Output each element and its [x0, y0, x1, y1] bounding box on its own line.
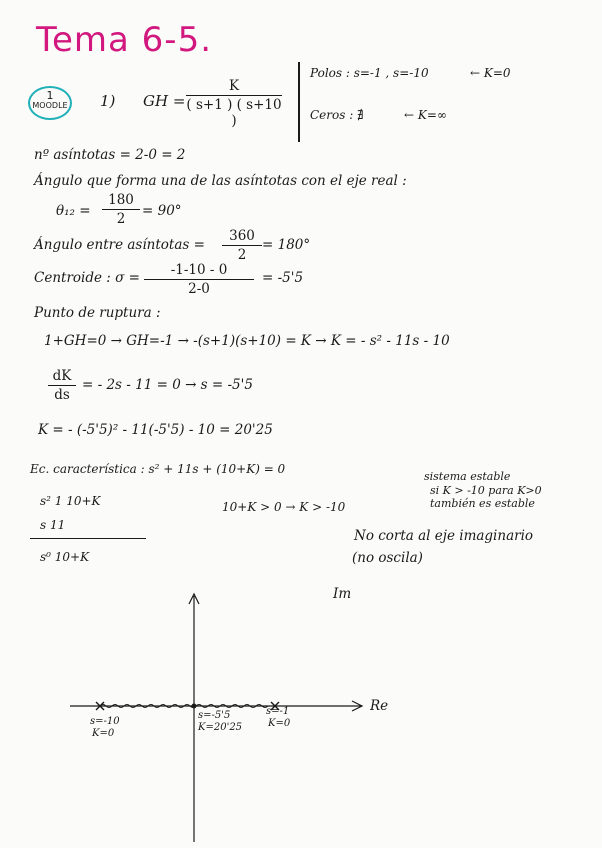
stability-equation: 10+K > 0 → K > -10: [222, 500, 346, 514]
derivative-numerator: dK: [48, 368, 76, 386]
centroid-rhs: = -5'5: [262, 270, 304, 286]
poles-arrow: ← K=0: [470, 66, 511, 80]
centroid-numerator: -1-10 - 0: [144, 262, 254, 280]
between-numerator: 360: [222, 228, 262, 246]
breakaway-label: Punto de ruptura :: [34, 305, 161, 321]
angle-sentence: Ángulo que forma una de las asíntotas con el eje real :: [34, 173, 407, 189]
derivative-rhs: = - 2s - 11 = 0 → s = -5'5: [82, 377, 253, 393]
centroid-lhs: Centroide : σ =: [34, 270, 140, 286]
breakaway-point: [192, 704, 197, 709]
derivative-denominator: ds: [54, 387, 70, 403]
break-label-s: s=-5'5: [198, 710, 231, 721]
between-lhs: Ángulo entre asíntotas =: [34, 237, 205, 253]
routh-row-1: s² 1 10+K: [40, 494, 101, 508]
zeros-arrow: ← K=∞: [404, 108, 447, 122]
characteristic-equation: Ec. característica : s² + 11s + (10+K) = 0: [30, 462, 286, 476]
theta-numerator: 180: [102, 192, 140, 210]
stability-note-1: sistema estable: [424, 470, 511, 483]
gh-numerator: K: [186, 78, 282, 96]
re-label: Re: [370, 698, 389, 714]
zeros-text: Ceros : ∄: [310, 108, 364, 122]
between-denominator: 2: [237, 247, 247, 263]
k-value: K = - (-5'5)² - 11(-5'5) - 10 = 20'25: [38, 422, 273, 438]
pole2-label-k: K=0: [268, 718, 291, 729]
pole1-label-s: s=-10: [90, 716, 120, 727]
imaginary-note-1: No corta al eje imaginario: [354, 528, 534, 544]
pole2-label-s: s=-1: [266, 706, 290, 717]
poles-text: Polos : s=-1 , s=-10: [310, 66, 429, 80]
gh-lhs: GH =: [143, 92, 186, 110]
breakaway-equation: 1+GH=0 → GH=-1 → -(s+1)(s+10) = K → K = - s² - 11s - 10: [44, 333, 450, 349]
im-label: Im: [333, 586, 352, 602]
theta-denominator: 2: [116, 211, 126, 227]
theta-lhs: θ₁₂ =: [56, 203, 91, 219]
routh-row-3: s⁰ 10+K: [40, 550, 90, 564]
badge-label: MOODLE: [32, 101, 68, 110]
gh-denominator: ( s+1 ) ( s+10 ): [186, 97, 282, 129]
stability-note-3: también es estable: [430, 497, 535, 510]
between-rhs: = 180°: [262, 237, 311, 253]
stability-note-2: si K > -10 para K>0: [430, 484, 542, 497]
routh-row-2: s 11: [40, 518, 66, 532]
centroid-denominator: 2-0: [188, 281, 210, 297]
item-number: 1): [100, 92, 116, 110]
break-label-k: K=20'25: [198, 722, 243, 733]
pole1-label-k: K=0: [92, 728, 115, 739]
badge-number: 1: [46, 89, 54, 102]
imaginary-note-2: (no oscila): [352, 550, 423, 566]
page-title: Tema 6-5.: [36, 20, 213, 60]
asymptotes-count: nº asíntotas = 2-0 = 2: [34, 147, 186, 163]
theta-rhs: = 90°: [142, 203, 182, 219]
